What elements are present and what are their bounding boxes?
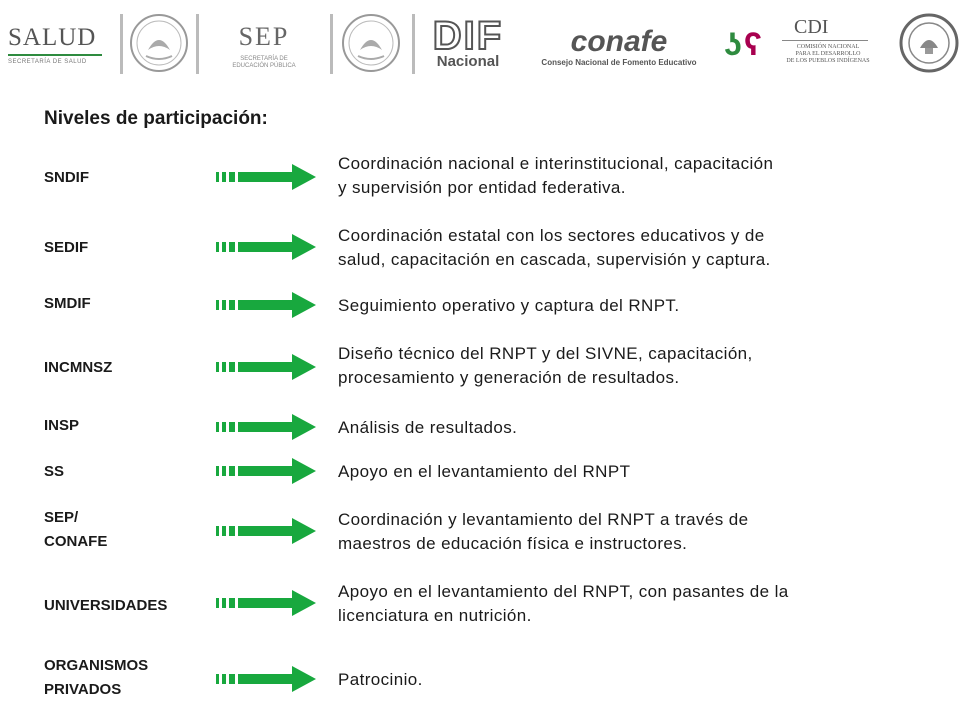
logo-divider — [196, 14, 199, 74]
sep-logo-subtitle-2: EDUCACIÓN PÚBLICA — [232, 63, 296, 69]
cdi-logo-rule — [782, 40, 868, 41]
participant-label — [44, 506, 107, 554]
description-line: Coordinación y levantamiento del RNPT a través de — [338, 510, 749, 529]
mexico-seal-icon — [340, 12, 402, 74]
sep-logo — [214, 22, 314, 70]
sep-logo-subtitle-1: SECRETARÍA DE — [240, 56, 288, 62]
participant-label-line: SEP/ — [44, 509, 79, 526]
cdi-glyph-icon: ʕ — [744, 26, 762, 62]
dif-logo-subtitle: Nacional — [436, 53, 500, 70]
sep-logo-name: SEP — [238, 22, 290, 51]
description-line: y supervisión por entidad federativa. — [338, 178, 626, 197]
description-line: maestros de educación física e instructores. — [338, 534, 688, 553]
salud-logo-subtitle: SECRETARÍA DE SALUD — [8, 58, 87, 65]
participant-label: SS — [44, 463, 65, 480]
description-line: Apoyo en el levantamiento del RNPT, con pasantes de la — [338, 582, 789, 601]
salud-logo-name: SALUD — [8, 23, 97, 51]
participant-label: INCMNSZ — [44, 359, 113, 376]
participant-description — [338, 224, 938, 272]
participant-description — [338, 342, 938, 390]
arrow-right-icon — [216, 164, 316, 190]
arrow-right-icon — [216, 414, 316, 440]
participant-description — [338, 460, 938, 484]
logo-divider — [330, 14, 333, 74]
description-line: Patrocinio. — [338, 670, 423, 689]
description-line: salud, capacitación en cascada, supervisión y captura. — [338, 250, 771, 269]
mexico-seal-icon — [128, 12, 190, 74]
institutional-seal-icon — [898, 12, 960, 74]
participant-label: UNIVERSIDADES — [44, 597, 168, 614]
participant-label — [44, 654, 148, 702]
arrow-right-icon — [216, 354, 316, 380]
cdi-glyph-icon: ʖ — [724, 26, 742, 62]
conafe-logo-name: conafe — [570, 24, 668, 58]
participant-label-line: PRIVADOS — [44, 681, 122, 698]
arrow-right-icon — [216, 292, 316, 318]
description-line: Apoyo en el levantamiento del RNPT — [338, 462, 631, 481]
participant-label: SEDIF — [44, 239, 89, 256]
participant-label-line: ORGANISMOS — [44, 657, 149, 674]
description-line: Seguimiento operativo y captura del RNPT. — [338, 296, 680, 315]
description-line: procesamiento y generación de resultados. — [338, 368, 680, 387]
participant-description — [338, 580, 938, 628]
logo-divider — [412, 14, 415, 74]
dif-logo — [428, 16, 508, 72]
participant-label-line: CONAFE — [44, 533, 108, 550]
description-line: Coordinación nacional e interinstitucional, capacitación — [338, 154, 774, 173]
cdi-logo-subtitle-3: DE LOS PUEBLOS INDÍGENAS — [786, 58, 870, 64]
participant-label: SNDIF — [44, 169, 89, 186]
participant-description — [338, 152, 938, 200]
dif-logo-name: DIF — [432, 14, 504, 58]
salud-logo-rule — [8, 54, 102, 56]
description-line: licenciatura en nutrición. — [338, 606, 532, 625]
participant-label: SMDIF — [44, 295, 91, 312]
description-line: Diseño técnico del RNPT y del SIVNE, capacitación, — [338, 344, 753, 363]
description-line: Análisis de resultados. — [338, 418, 518, 437]
cdi-logo-name: CDI — [794, 16, 829, 38]
participant-description — [338, 294, 938, 318]
conafe-logo — [536, 22, 702, 70]
arrow-right-icon — [216, 458, 316, 484]
logo-divider — [120, 14, 123, 74]
page-title: Niveles de participación: — [44, 108, 268, 129]
conafe-logo-subtitle: Consejo Nacional de Fomento Educativo — [541, 57, 697, 67]
salud-logo — [8, 22, 104, 66]
arrow-right-icon — [216, 234, 316, 260]
cdi-logo-subtitle-1: COMISIÓN NACIONAL — [796, 44, 860, 50]
arrow-right-icon — [216, 666, 316, 692]
arrow-right-icon — [216, 518, 316, 544]
cdi-logo-subtitle — [782, 44, 874, 65]
cdi-logo — [724, 16, 874, 74]
cdi-logo-subtitle-2: PARA EL DESARROLLO — [795, 51, 861, 57]
participant-description — [338, 508, 938, 556]
logo-bar — [0, 0, 960, 90]
participant-label: INSP — [44, 417, 80, 434]
participant-description — [338, 668, 938, 692]
description-line: Coordinación estatal con los sectores educativos y de — [338, 226, 765, 245]
arrow-right-icon — [216, 590, 316, 616]
participant-description — [338, 416, 938, 440]
